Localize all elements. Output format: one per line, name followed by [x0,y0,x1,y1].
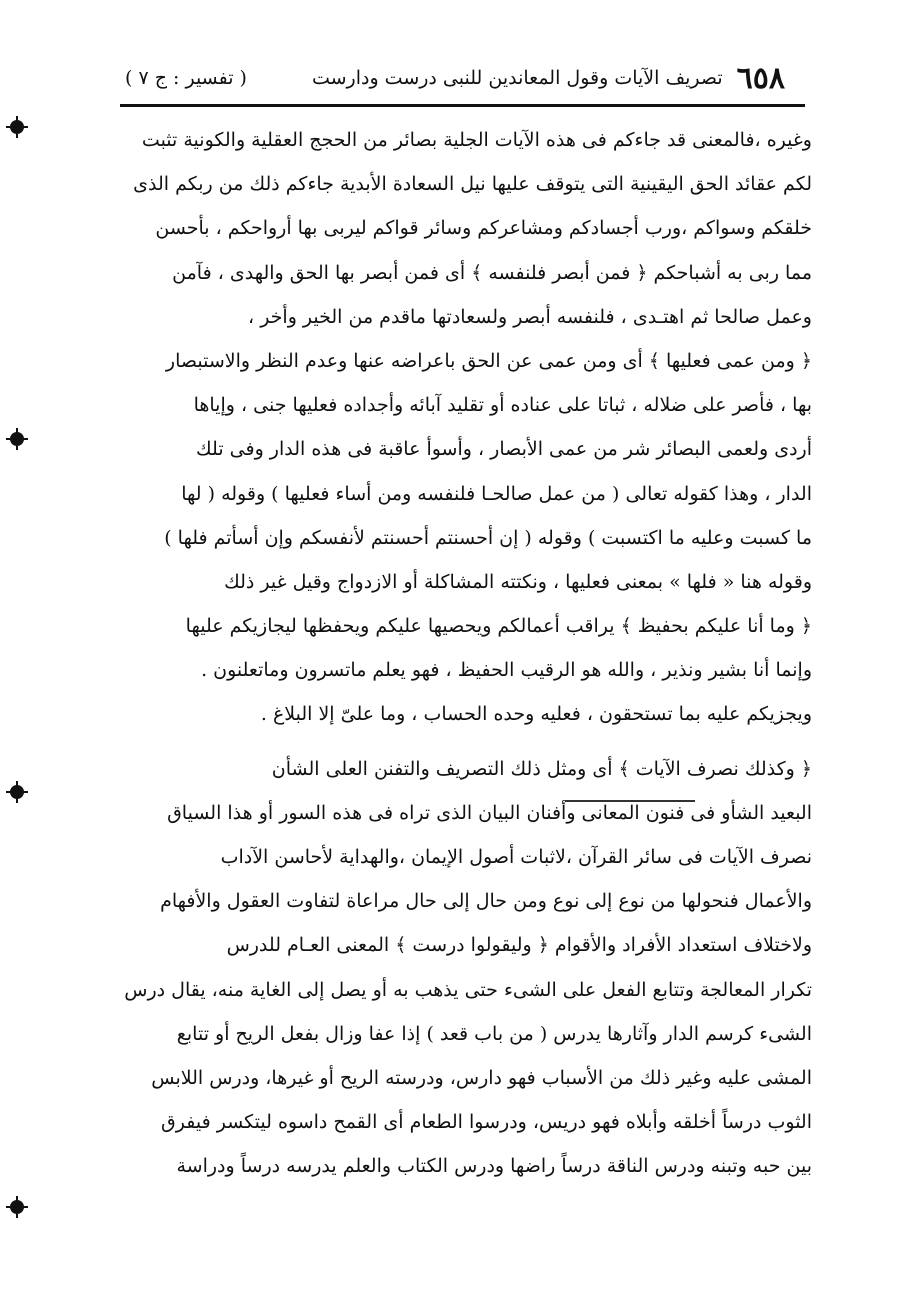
text-line: البعيد الشأو فى فنون المعانى وأفنان البيان الذى تراه فى هذه السور أو هذا السياق [167,801,812,824]
text-line: الشىء كرسم الدار وآثارها يدرس ( من باب قعد ) إذا عفا وزال بفعل الريح أو تتابع [176,1022,812,1045]
text-line: لكم عقائد الحق اليقينية التى يتوقف عليها نيل السعادة الأبدية جاءكم ذلك من ربكم الذى [133,173,812,196]
text-line: بين حبه وتبنه ودرس الناقة درساً راضها ودرس الكتاب والعلم يدرسه درساً ودراسة [176,1155,812,1178]
text-line: ولاختلاف استعداد الأفراد والأقوام ﴿ وليقولوا درست ﴾ المعنى العـام للدرس [226,934,812,957]
body-text [112,118,812,1189]
text-line: نصرف الآيات فى سائر القرآن ،لاثبات أصول الإيمان ،والهداية لأحاسن الآداب [220,846,812,868]
text-line: خلقكم وسواكم ،ورب أجسادكم ومشاعركم وسائر قواكم ليربى بها أرواحكم ، بأحسن [155,217,812,240]
text-line: والأعمال فنحولها من نوع إلى نوع ومن حال إلى حال مراعاة لتفاوت العقول والأفهام [160,890,812,913]
text-line: ويجزيكم عليه بما تستحقون ، فعليه وحده الحساب ، وما علىّ إلا البلاغ . [260,703,812,726]
text-line: بها ، فأصر على ضلاله ، ثباتا على عناده أو تقليد آبائه وأجداده فعليها جنى ، وإياها [193,394,812,417]
text-line: مما ربى به أشباحكم ﴿ فمن أبصر فلنفسه ﴾ أى فمن أبصر بها الحق والهدى ، فآمن [172,261,812,284]
text-line: ﴿ وكذلك نصرف الآيات ﴾ أى ومثل ذلك التصريف والتفنن العلى الشأن [271,757,812,780]
text-line: وغيره ،فالمعنى قد جاءكم فى هذه الآيات الجلية بصائر من الحجج العقلية والكونية تثبت [141,129,812,151]
text-line: ما كسبت وعليه ما اكتسبت ) وقوله ( إن أحسنتم أحسنتم لأنفسكم وإن أسأتم فلها ) [164,526,812,549]
page-header [125,58,785,98]
binding-hole-icon [10,785,24,799]
binding-hole-icon [10,432,24,446]
text-line: ﴿ وما أنا عليكم بحفيظ ﴾ يراقب أعمالكم ويحصيها عليكم ويحفظها ليجازيكم عليها [185,615,812,638]
paragraph-divider [565,800,695,802]
text-line: وقوله هنا « فلها » بمعنى فعليها ، ونكتته المشاكلة أو الازدواج وقيل غير ذلك [224,570,812,593]
text-line: أردى ولعمى البصائر شر من عمى الأبصار ، وأسوأ عاقبة فى هذه الدار وفى تلك [196,438,812,461]
binding-hole-icon [10,1200,24,1214]
text-line: الدار ، وهذا كقوله تعالى ( من عمل صالحـا فلنفسه ومن أساء فعليها ) وقوله ( لها [181,482,812,505]
text-line: الثوب درساً أخلقه وأبلاه فهو دريس، ودرسوا الطعام أى القمح داسوه ليتكسر فيفرق [161,1111,812,1134]
text-line: وعمل صالحا ثم اهتـدى ، فلنفسه أبصر ولسعادتها ماقدم من الخير وأخر ، [248,305,812,328]
binding-hole-icon [10,120,24,134]
text-line: وإنما أنا بشير ونذير ، والله هو الرقيب الحفيظ ، فهو يعلم ماتسرون وماتعلنون . [201,659,812,682]
header-rule [120,104,805,107]
page-number: ٦٥٨ [736,60,785,96]
running-title: تصريف الآيات وقول المعاندين للنبى درست ودارست [311,67,723,89]
text-line: المشى عليه وغير ذلك من الأسباب فهو دارس، ودرسته الريح أو غيرها، ودرس اللابس [151,1066,812,1089]
text-line: تكرار المعالجة وتتابع الفعل على الشىء حتى يذهب به أو يصل إلى الغاية منه، يقال درس [124,978,812,1001]
book-reference: ( تفسير : ج ٧ ) [125,67,247,89]
text-line: ﴿ ومن عمى فعليها ﴾ أى ومن عمى عن الحق باعراضه عنها وعدم النظر والاستبصار [165,349,812,372]
